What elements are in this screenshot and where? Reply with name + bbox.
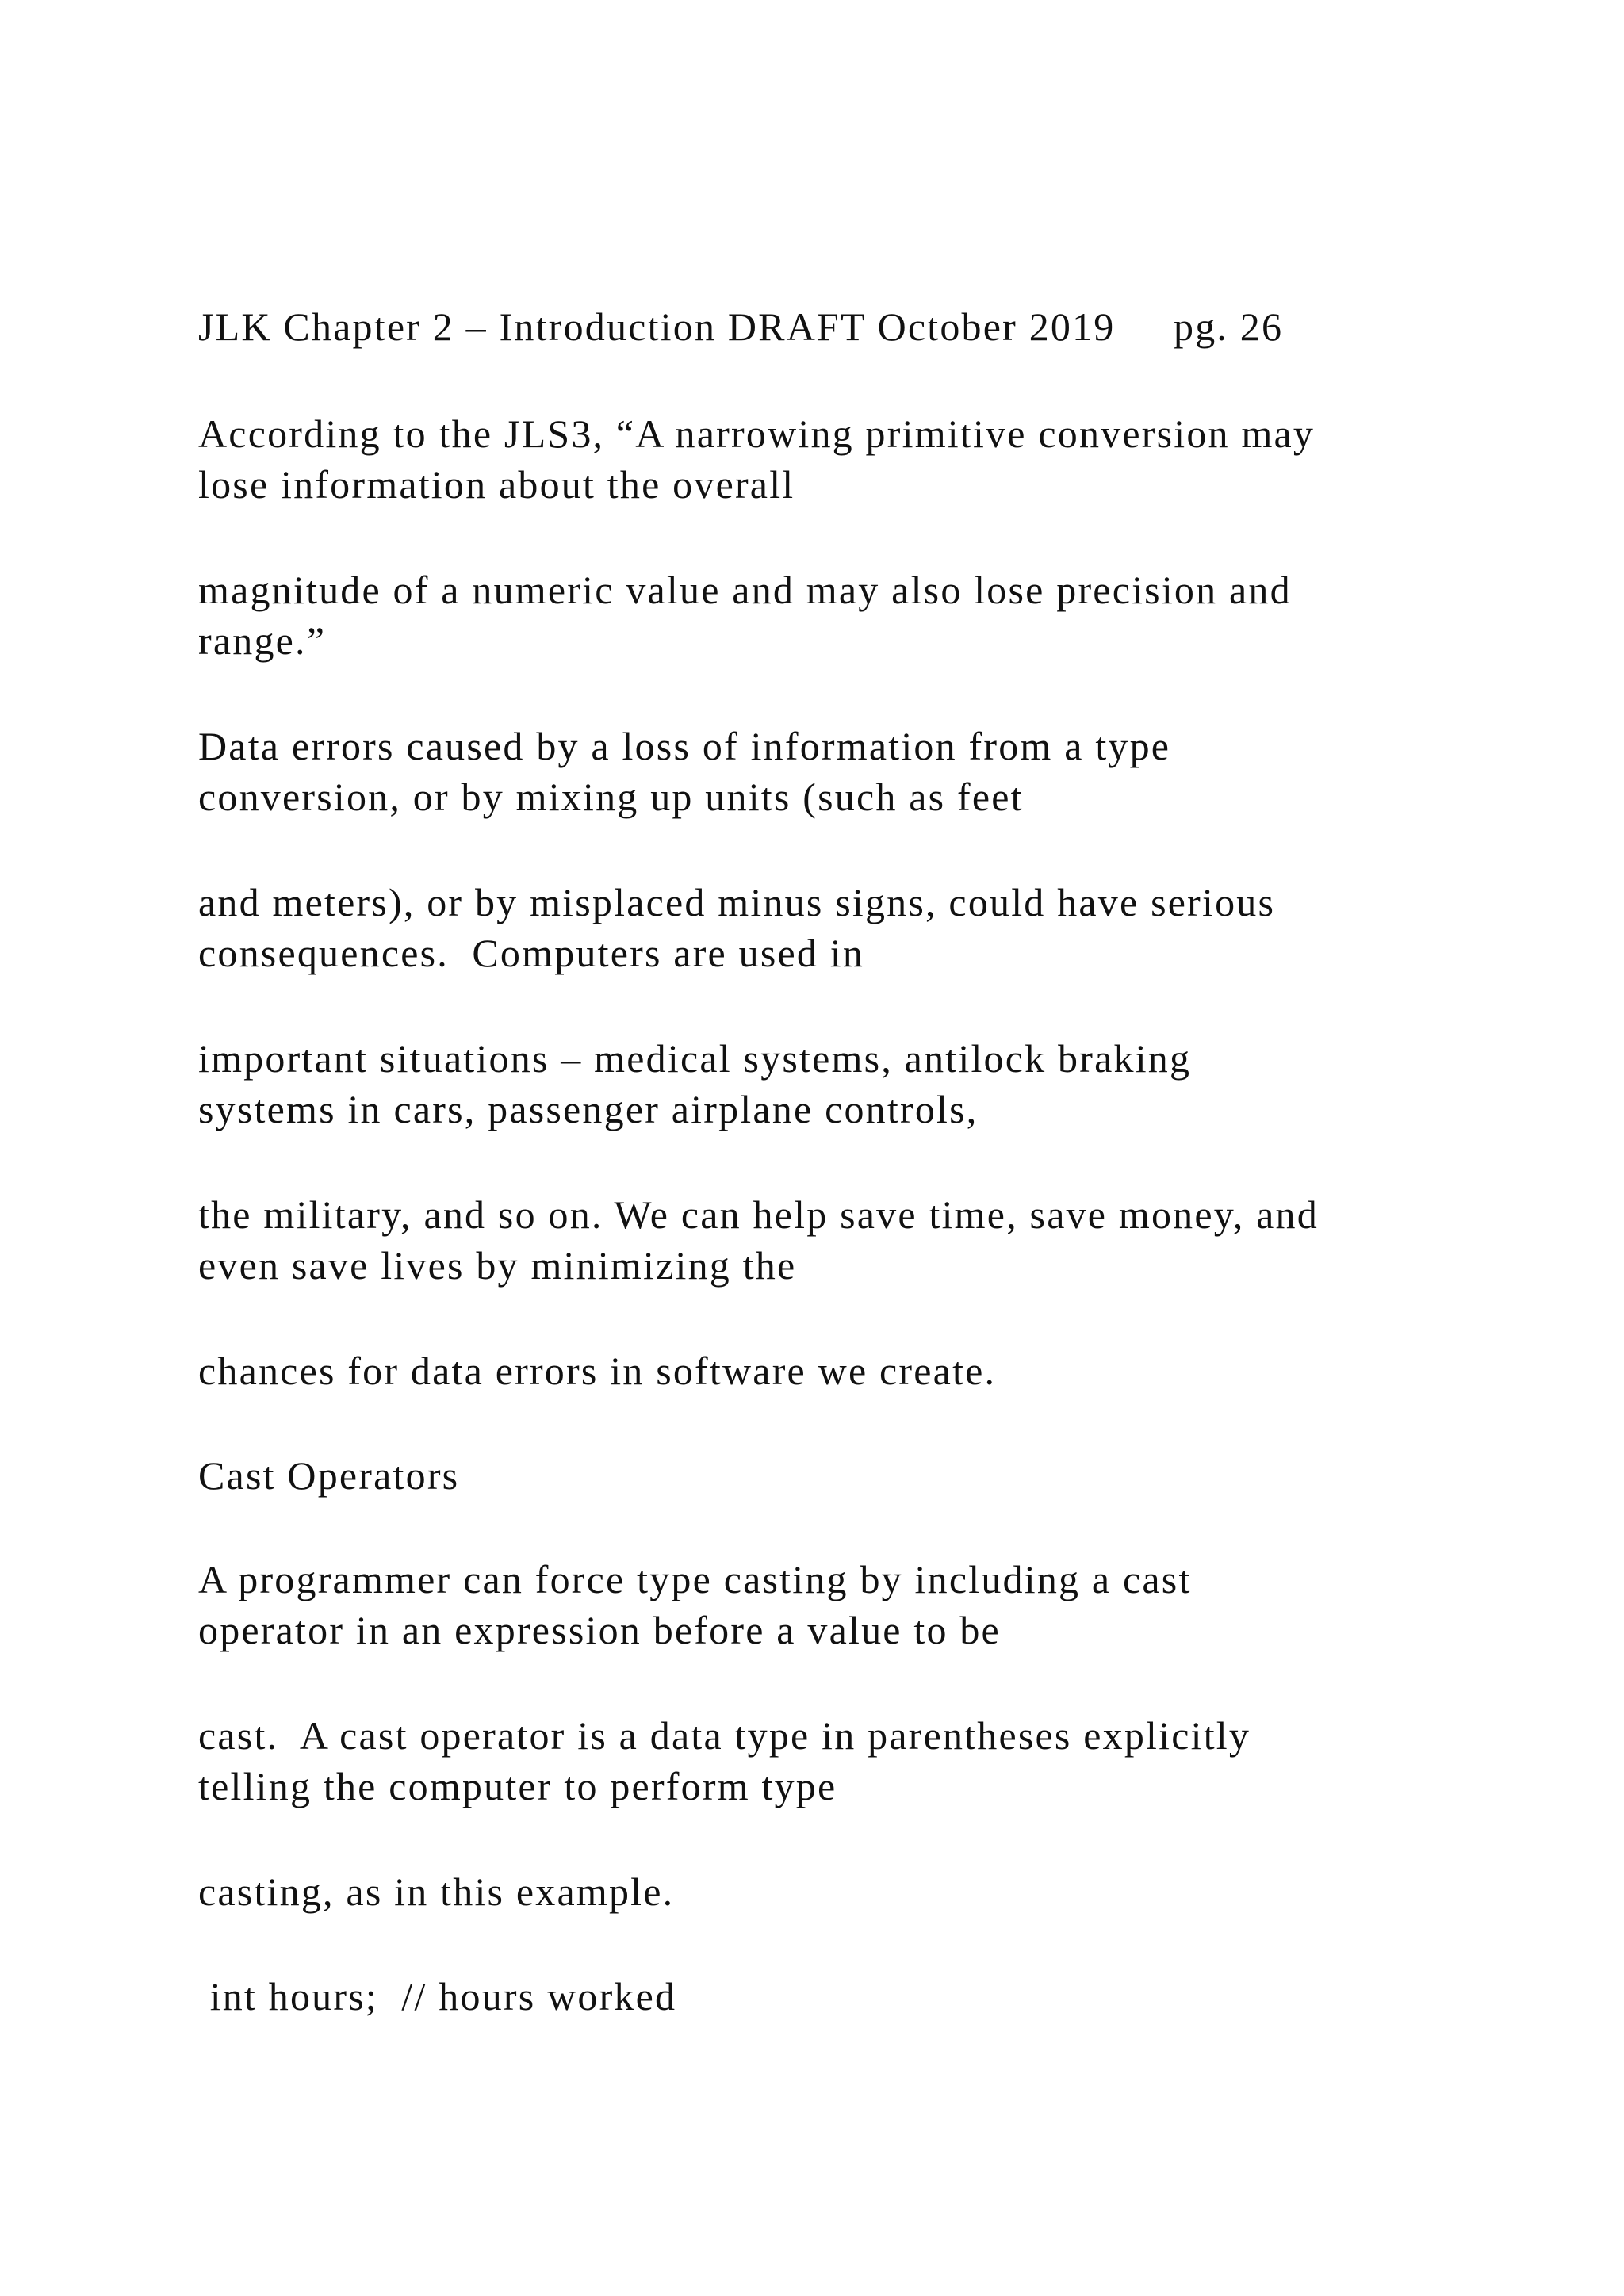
code-line: int hours; // hours worked	[198, 1974, 677, 2019]
text-line: A programmer can force type casting by including a cast	[198, 1557, 1192, 1601]
text-line: magnitude of a numeric value and may also lose precision and	[198, 568, 1292, 612]
text-line: Data errors caused by a loss of information from a type	[198, 724, 1171, 768]
page-header: JLK Chapter 2 – Introduction DRAFT October 2019 pg. 26	[198, 304, 1284, 349]
text-line: cast. A cast operator is a data type in parentheses explicitly	[198, 1713, 1251, 1758]
text-line: range.”	[198, 618, 327, 663]
section-heading: Cast Operators	[198, 1453, 460, 1498]
text-line: chances for data errors in software we create.	[198, 1349, 997, 1393]
text-line: systems in cars, passenger airplane controls,	[198, 1087, 979, 1131]
text-line: conversion, or by mixing up units (such as feet	[198, 775, 1024, 819]
text-line: lose information about the overall	[198, 462, 795, 507]
text-line: According to the JLS3, “A narrowing primitive conversion may	[198, 411, 1316, 456]
text-line: important situations – medical systems, antilock braking	[198, 1036, 1192, 1081]
text-line: consequences. Computers are used in	[198, 931, 865, 975]
text-line: the military, and so on. We can help save time, save money, and	[198, 1192, 1319, 1237]
text-line: and meters), or by misplaced minus signs, could have serious	[198, 880, 1276, 924]
text-line: telling the computer to perform type	[198, 1764, 837, 1808]
text-line: operator in an expression before a value to be	[198, 1608, 1001, 1652]
text-line: even save lives by minimizing the	[198, 1243, 797, 1288]
text-line: casting, as in this example.	[198, 1869, 675, 1914]
